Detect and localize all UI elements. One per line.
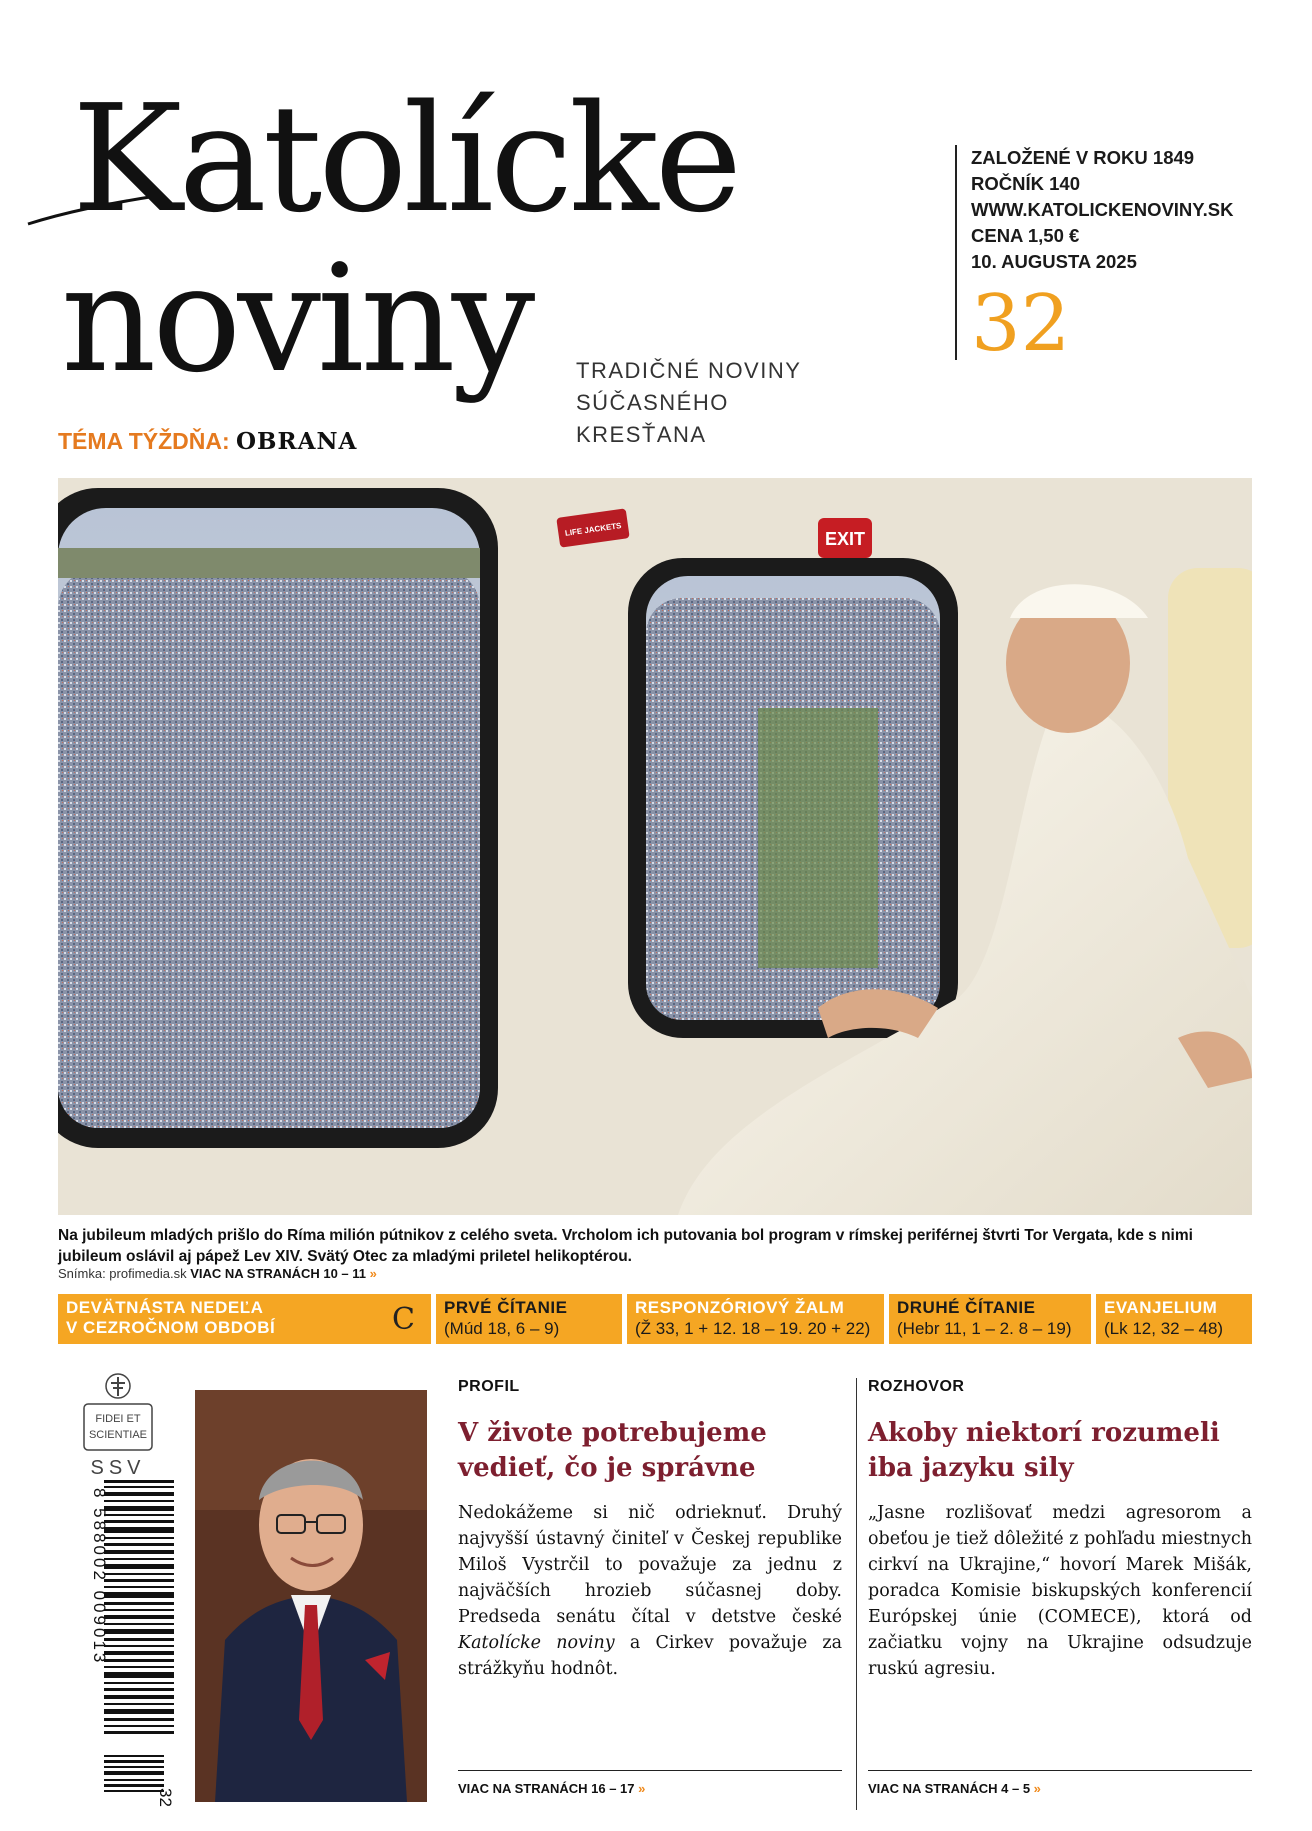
- column-divider: [856, 1378, 857, 1810]
- profile-portrait: [195, 1390, 427, 1802]
- caption-more-link[interactable]: VIAC NA STRANÁCH 10 – 11: [190, 1266, 367, 1281]
- logo-initials: SSV: [90, 1457, 146, 1479]
- chevron-right-icon: »: [1033, 1781, 1041, 1796]
- logo-motto-line1: FIDEI ET: [95, 1413, 141, 1425]
- barcode-digits: 8 588002 009013: [90, 1488, 109, 1666]
- volume: ROČNÍK 140: [971, 173, 1080, 194]
- sunday-name-line2: V CEZROČNOM OBDOBÍ: [66, 1318, 276, 1337]
- cover-photo-illustration: [58, 478, 1252, 1215]
- tagline-line: TRADIČNÉ NOVINY: [576, 358, 802, 383]
- theme-of-week: [58, 428, 357, 455]
- theme-label: TÉMA TÝŽDŇA:: [58, 428, 230, 454]
- issue-date: 10. AUGUSTA 2025: [971, 251, 1137, 272]
- tagline-line: KRESŤANA: [576, 422, 707, 447]
- interview-body: „Jasne rozlišovať medzi agresorom a obeťou je tiež dôležité z pohľadu miestnych cirkví na Ukrajine,“ hovorí Marek Mišák, poradca Komisie biskupských konferencií Európskej únie (COMECE), ktorá od začiatku vojny na Ukrajine odsudzuje ruskú agresiu.: [868, 1503, 1252, 1679]
- exit-sign: EXIT: [824, 529, 866, 549]
- profile-body-italic: Katolícke noviny: [458, 1633, 615, 1653]
- profile-more-text: VIAC NA STRANÁCH 16 – 17: [458, 1781, 635, 1796]
- sunday-name-line1: DEVÄTNÁSTA NEDEĽA: [66, 1298, 264, 1317]
- psalm-title: RESPONZÓRIOVÝ ŽALM: [635, 1298, 845, 1317]
- credit-label: Snímka: profimedia.sk: [58, 1266, 187, 1281]
- tagline: [576, 355, 846, 451]
- tagline-line: SÚČASNÉHO: [576, 390, 729, 415]
- profile-article: [458, 1378, 843, 1796]
- liturgical-cycle: C: [392, 1302, 415, 1337]
- liturgy-gospel: [1096, 1294, 1252, 1344]
- life-jackets-sign: LIFE JACKETS: [564, 521, 623, 538]
- barcode-addon: 32: [156, 1788, 175, 1807]
- liturgy-first-reading: [436, 1294, 622, 1344]
- founded-year: ZALOŽENÉ V ROKU 1849: [971, 147, 1195, 168]
- price: CENA 1,50 €: [971, 225, 1080, 246]
- publisher-logo: [78, 1372, 158, 1487]
- ssv-emblem-icon: [78, 1372, 158, 1482]
- newspaper-title-line2: noviny: [61, 233, 532, 405]
- issue-number: 32: [971, 279, 1071, 369]
- interview-more-link[interactable]: [868, 1770, 1252, 1796]
- gospel-ref: (Lk 12, 32 – 48): [1104, 1319, 1224, 1338]
- theme-value: OBRANA: [236, 428, 358, 455]
- liturgy-psalm: [627, 1294, 884, 1344]
- liturgy-sunday: [58, 1294, 431, 1344]
- first-reading-ref: (Múd 18, 6 – 9): [444, 1319, 560, 1338]
- psalm-ref: (Ž 33, 1 + 12. 18 – 19. 20 + 22): [635, 1319, 871, 1338]
- chevron-right-icon: »: [369, 1266, 377, 1281]
- gospel-title: EVANJELIUM: [1104, 1298, 1218, 1317]
- cover-photo: [58, 478, 1252, 1215]
- photo-credit: [58, 1266, 377, 1281]
- profile-headline[interactable]: V živote potrebujeme vedieť, čo je správne: [458, 1418, 767, 1483]
- chevron-right-icon: »: [638, 1781, 646, 1796]
- newspaper-title-line1: Katolícke: [72, 73, 739, 245]
- profile-body-part2: a Cirkev považuje za strážkyňu hodnôt.: [458, 1633, 843, 1679]
- portrait-illustration: [195, 1390, 427, 1802]
- issue-info: [955, 145, 1291, 369]
- interview-article: [868, 1378, 1252, 1796]
- second-reading-ref: (Hebr 11, 1 – 2. 8 – 19): [897, 1319, 1072, 1338]
- barcode: [76, 1480, 176, 1810]
- profile-body: [458, 1500, 842, 1682]
- interview-more-text: VIAC NA STRANÁCH 4 – 5: [868, 1781, 1031, 1796]
- photo-caption: Na jubileum mladých prišlo do Ríma milión pútnikov z celého sveta. Vrcholom ich putovania bol program v rímskej periférnej štvrti Tor Vergata, kde s nimi jubileum oslávil aj pápež Lev XIV. Svätý Otec za mladými priletel helikoptérou.: [58, 1227, 1193, 1265]
- second-reading-title: DRUHÉ ČÍTANIE: [897, 1298, 1036, 1317]
- barcode-graphic: [76, 1480, 176, 1810]
- interview-kicker: ROZHOVOR: [868, 1378, 965, 1395]
- interview-headline[interactable]: Akoby niektorí rozumeli iba jazyku sily: [868, 1418, 1220, 1483]
- profile-kicker: PROFIL: [458, 1378, 520, 1395]
- profile-body-part1: Nedokážeme si nič odrieknuť. Druhý najvyšší ústavný činiteľ v Českej republike Miloš Vystrčil to považuje za jednu z najväčších hrozieb súčasnej doby. Predseda senátu čítal v detstve české: [458, 1503, 842, 1627]
- profile-more-link[interactable]: [458, 1770, 842, 1796]
- liturgy-second-reading: [889, 1294, 1091, 1344]
- logo-motto-line2: SCIENTIAE: [88, 1429, 148, 1441]
- first-reading-title: PRVÉ ČÍTANIE: [444, 1298, 568, 1317]
- website-link[interactable]: WWW.KATOLICKENOVINY.SK: [971, 199, 1234, 220]
